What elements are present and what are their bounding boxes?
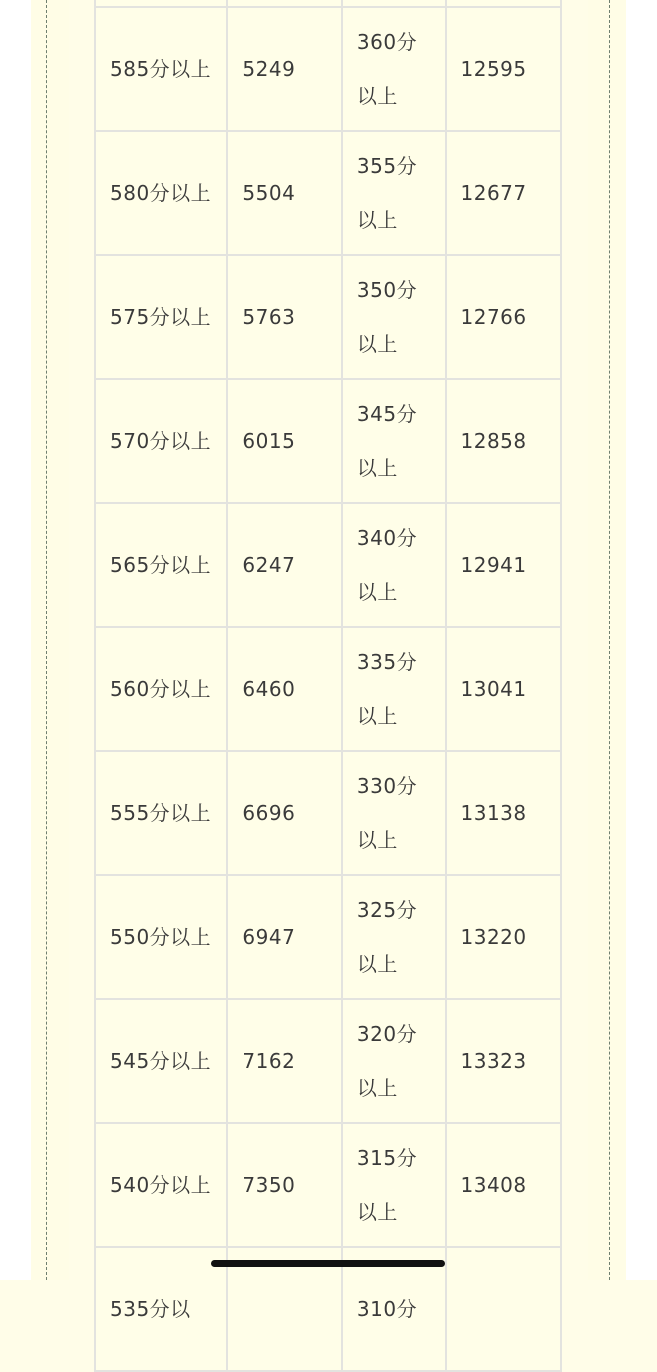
score-cell xyxy=(95,1247,227,1371)
table-row xyxy=(95,7,561,131)
table-row xyxy=(95,627,561,751)
score-cell xyxy=(95,503,227,627)
count-cell xyxy=(446,131,562,255)
score-cell xyxy=(342,751,446,875)
score-cell-text: 320分以上 xyxy=(356,1022,418,1100)
table-row xyxy=(95,255,561,379)
count-cell-text: 6247 xyxy=(242,553,296,577)
count-cell-text: 13220 xyxy=(460,925,527,949)
count-cell-text: 5504 xyxy=(242,181,296,205)
score-cell xyxy=(95,255,227,379)
score-cell xyxy=(95,875,227,999)
count-cell-text: 6015 xyxy=(242,429,296,453)
score-cell xyxy=(342,255,446,379)
right-margin-band xyxy=(588,0,626,1280)
left-margin-band xyxy=(31,0,69,1280)
score-cell-text: 565分以上 xyxy=(110,553,212,577)
score-cell xyxy=(342,503,446,627)
table-row xyxy=(95,379,561,503)
score-cell-text: 540分以上 xyxy=(110,1173,212,1197)
count-cell-text: 5763 xyxy=(242,305,296,329)
home-indicator[interactable] xyxy=(211,1260,445,1267)
score-cell-text: 315分以上 xyxy=(356,1146,418,1224)
table-row xyxy=(95,751,561,875)
score-cell-text: 580分以上 xyxy=(110,181,212,205)
score-cell xyxy=(95,0,227,7)
count-cell-text: 12595 xyxy=(460,57,527,81)
count-cell-text: 12766 xyxy=(460,305,527,329)
score-cell xyxy=(95,1123,227,1247)
count-cell xyxy=(227,503,341,627)
count-cell-text: 12858 xyxy=(460,429,527,453)
count-cell xyxy=(446,1123,562,1247)
score-cell-text: 550分以上 xyxy=(110,925,212,949)
table-row xyxy=(95,131,561,255)
count-cell xyxy=(446,255,562,379)
count-cell xyxy=(446,7,562,131)
table-row xyxy=(95,503,561,627)
score-cell xyxy=(95,379,227,503)
score-cell-text: 555分以上 xyxy=(110,801,212,825)
score-cell-text: 360分以上 xyxy=(356,30,418,108)
count-cell xyxy=(227,999,341,1123)
score-cell xyxy=(342,999,446,1123)
count-cell xyxy=(227,379,341,503)
count-cell xyxy=(446,503,562,627)
score-cell-text: 560分以上 xyxy=(110,677,212,701)
score-cell-text: 535分以 xyxy=(110,1297,191,1321)
table-row xyxy=(95,0,561,7)
count-cell-text: 12941 xyxy=(460,553,527,577)
score-cell-text: 355分以上 xyxy=(356,154,418,232)
score-cell xyxy=(95,751,227,875)
count-cell xyxy=(446,627,562,751)
table-row xyxy=(95,1123,561,1247)
score-cell xyxy=(342,0,446,7)
count-cell xyxy=(227,131,341,255)
count-cell xyxy=(227,255,341,379)
count-cell xyxy=(446,1247,562,1371)
count-cell xyxy=(446,751,562,875)
table-body xyxy=(95,0,561,1371)
count-cell xyxy=(446,999,562,1123)
score-cell xyxy=(342,131,446,255)
right-dashed-border xyxy=(609,0,610,1280)
count-cell xyxy=(446,875,562,999)
count-cell-text: 7162 xyxy=(242,1049,296,1073)
score-cell-text: 575分以上 xyxy=(110,305,212,329)
table-row xyxy=(95,875,561,999)
score-cell-text: 585分以上 xyxy=(110,57,212,81)
score-cell xyxy=(95,131,227,255)
count-cell-text: 7350 xyxy=(242,1173,296,1197)
count-cell-text: 5249 xyxy=(242,57,296,81)
score-cell-text: 335分以上 xyxy=(356,650,418,728)
score-cell-text: 340分以上 xyxy=(356,526,418,604)
count-cell xyxy=(227,7,341,131)
left-dashed-border xyxy=(46,0,47,1280)
score-cell-text: 350分以上 xyxy=(356,278,418,356)
count-cell-text: 12677 xyxy=(460,181,527,205)
score-cell-text: 345分以上 xyxy=(356,402,418,480)
score-rank-table xyxy=(94,0,562,1372)
table-row xyxy=(95,999,561,1123)
count-cell-text: 13138 xyxy=(460,801,527,825)
score-cell-text: 545分以上 xyxy=(110,1049,212,1073)
score-cell xyxy=(342,627,446,751)
count-cell xyxy=(446,379,562,503)
count-cell-text: 13408 xyxy=(460,1173,527,1197)
count-cell-text: 13041 xyxy=(460,677,527,701)
score-cell-text: 330分以上 xyxy=(356,774,418,852)
count-cell xyxy=(227,0,341,7)
count-cell xyxy=(227,1123,341,1247)
score-cell-text: 570分以上 xyxy=(110,429,212,453)
count-cell-text: 6947 xyxy=(242,925,296,949)
count-cell xyxy=(227,627,341,751)
count-cell xyxy=(446,0,562,7)
score-cell xyxy=(342,379,446,503)
score-cell-text: 325分以上 xyxy=(356,898,418,976)
score-cell xyxy=(342,875,446,999)
score-cell xyxy=(95,999,227,1123)
score-cell xyxy=(342,7,446,131)
score-cell-text: 310分 xyxy=(356,1297,418,1321)
count-cell-text: 6696 xyxy=(242,801,296,825)
count-cell-text: 13323 xyxy=(460,1049,527,1073)
count-cell-text: 6460 xyxy=(242,677,296,701)
score-cell xyxy=(95,7,227,131)
count-cell xyxy=(227,875,341,999)
score-cell xyxy=(95,627,227,751)
score-cell xyxy=(342,1123,446,1247)
count-cell xyxy=(227,751,341,875)
